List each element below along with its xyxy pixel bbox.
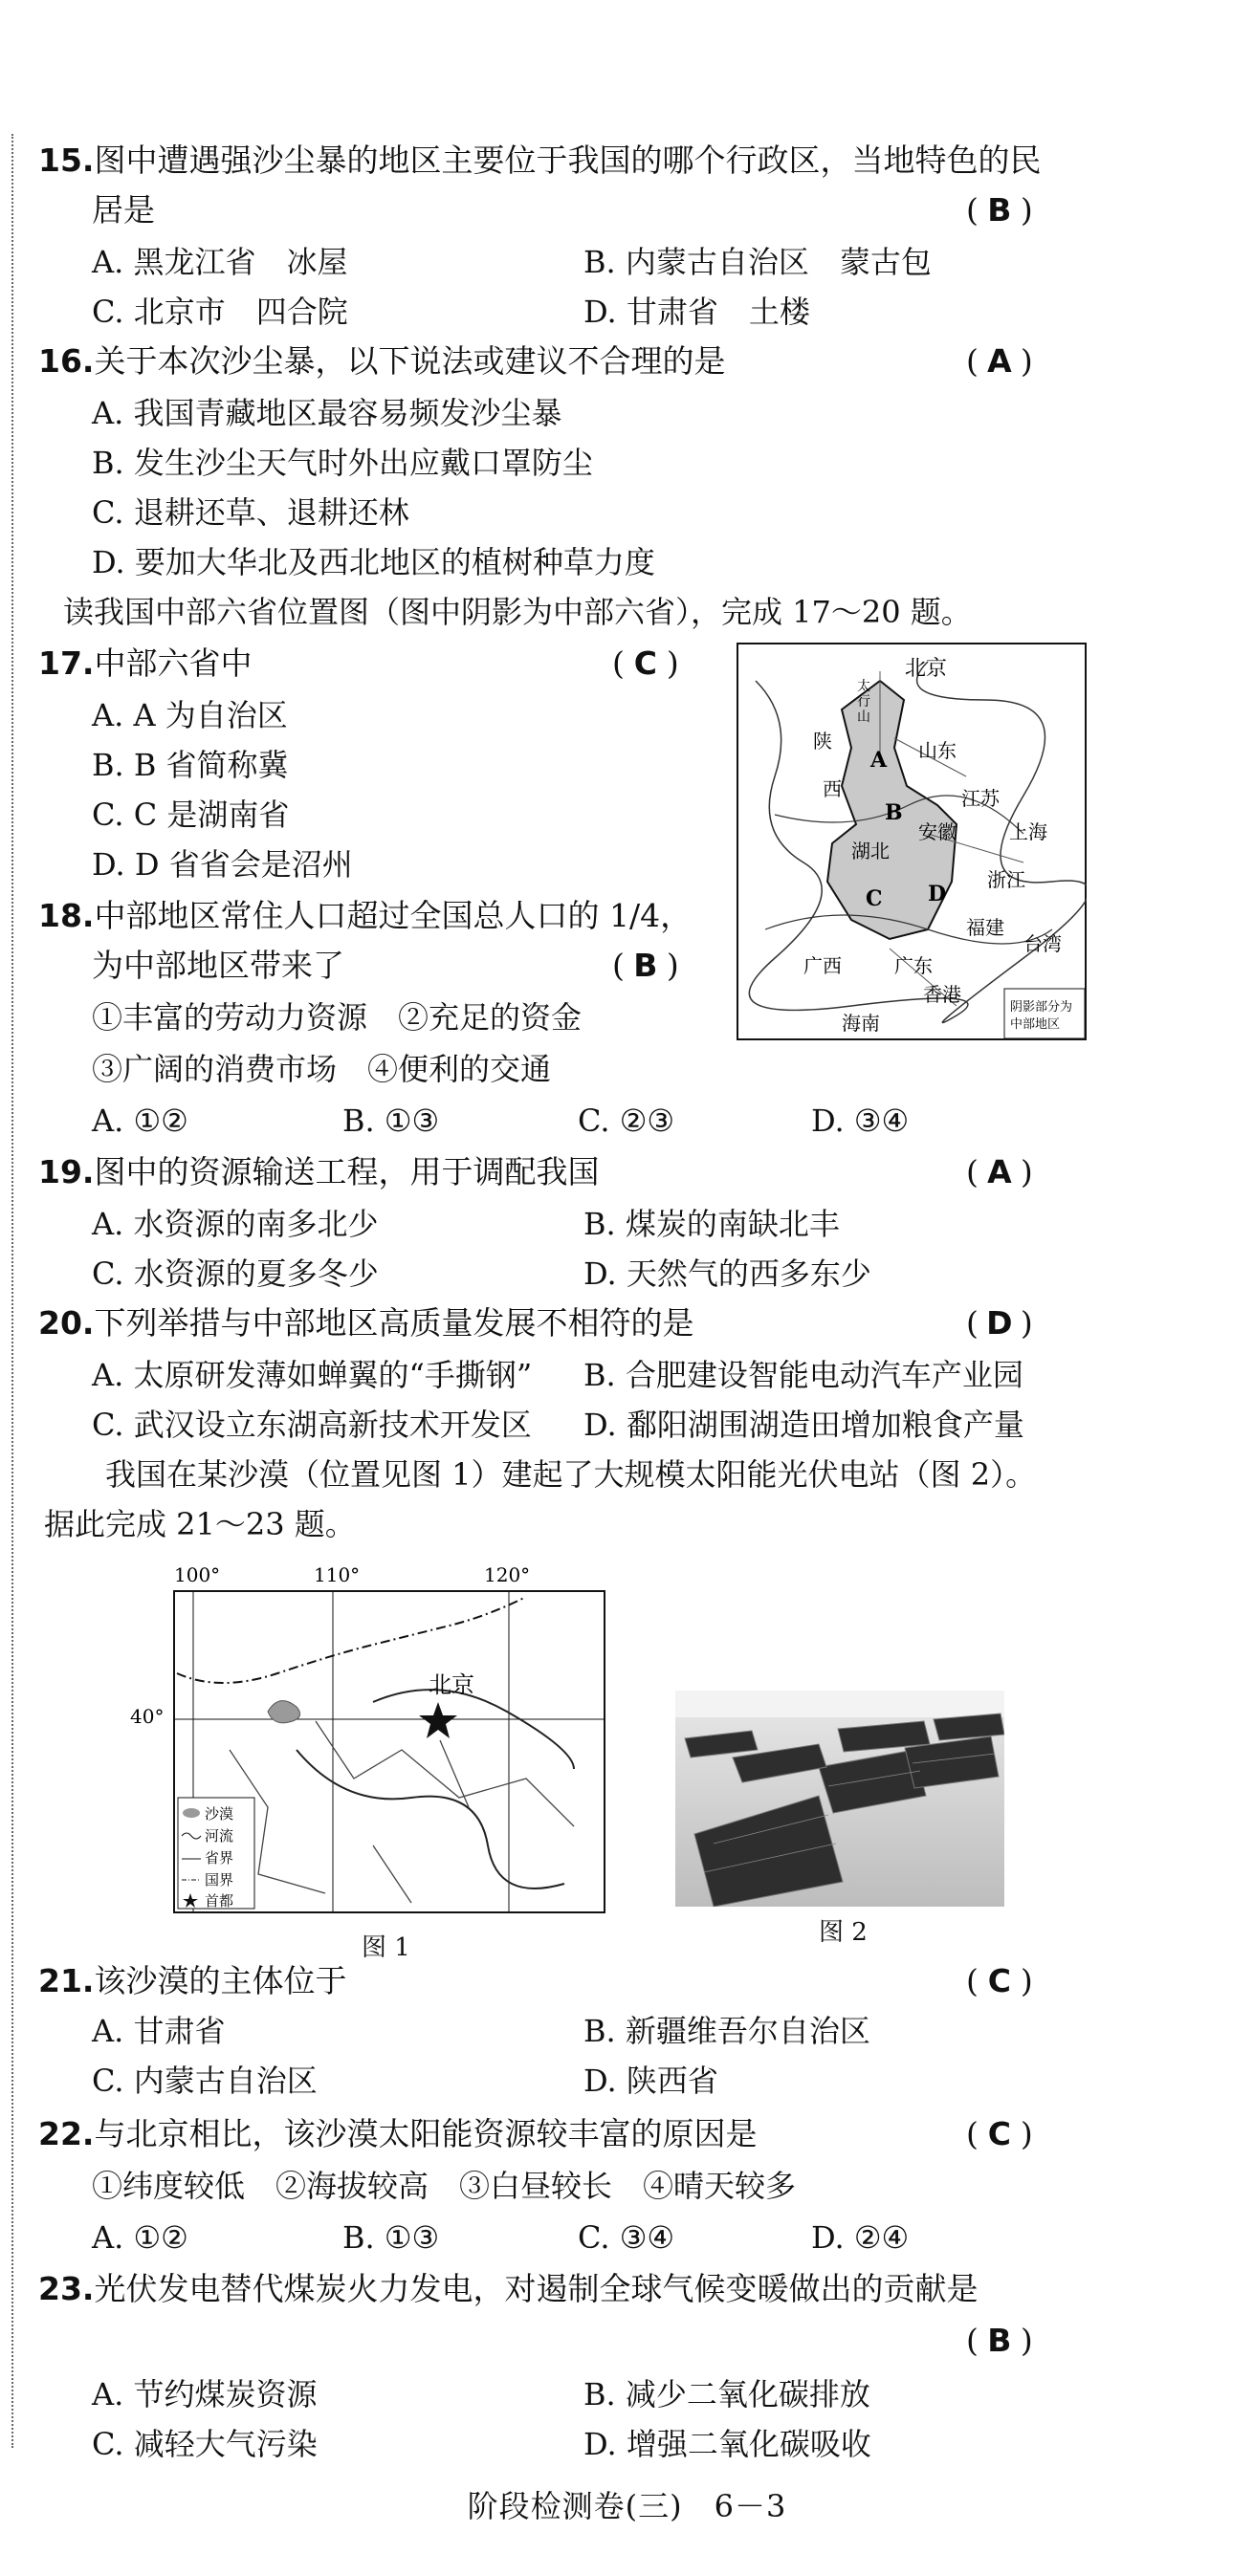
answer-18: ( B )	[612, 947, 679, 984]
map-label-hubei: 湖北	[851, 840, 890, 862]
q21-option-c: C. 内蒙古自治区	[92, 2063, 318, 2099]
q19-option-a: A. 水资源的南多北少	[92, 1206, 379, 1242]
central-china-map-svg	[737, 643, 1087, 1040]
question-16-text: 关于本次沙尘暴，以下说法或建议不合理的是	[94, 342, 726, 380]
q18-option-c: C. ②③	[578, 1102, 675, 1139]
answer-23: ( B )	[966, 2322, 1033, 2359]
question-15-text-cont: 居是	[92, 191, 155, 229]
question-21-text: 该沙漠的主体位于	[94, 1962, 347, 1999]
intro-21-23-line2: 据此完成 21～23 题。	[44, 1506, 356, 1542]
q19-option-c: C. 水资源的夏多冬少	[92, 1255, 379, 1292]
q16-option-c: C. 退耕还草、退耕还林	[92, 494, 409, 531]
q20-option-a: A. 太原研发薄如蝉翼的“手撕钢”	[92, 1357, 533, 1393]
q19-option-b: B. 煤炭的南缺北丰	[583, 1206, 840, 1242]
q23-option-b: B. 减少二氧化碳排放	[583, 2376, 870, 2412]
q17-option-c: C. C 是湖南省	[92, 797, 290, 833]
map-label-tai: 太	[857, 679, 870, 694]
q20-option-d: D. 鄱阳湖围湖造田增加粮食产量	[583, 1407, 1024, 1443]
q22-option-b: B. ①③	[342, 2219, 440, 2256]
question-23-text: 光伏发电替代煤炭火力发电，对遏制全球气候变暖做出的贡献是	[94, 2270, 979, 2307]
legend-river: 河流	[205, 1827, 234, 1845]
map-label-hongkong: 香港	[923, 983, 961, 1006]
map-label-shan: 山	[857, 709, 870, 725]
q15-option-a: A. 黑龙江省 冰屋	[92, 244, 348, 280]
answer-21: ( C )	[966, 1962, 1033, 1999]
map-label-zhejiang: 浙江	[987, 868, 1025, 891]
figure-2-solar-photo	[675, 1691, 1004, 1907]
q16-option-a: A. 我国青藏地区最容易频发沙尘暴	[92, 395, 562, 431]
q21-option-b: B. 新疆维吾尔自治区	[583, 2013, 870, 2049]
q22-option-a: A. ①②	[92, 2219, 188, 2256]
q20-option-b: B. 合肥建设智能电动汽车产业园	[583, 1357, 1023, 1393]
question-20: 20.下列举措与中部地区高质量发展不相符的是	[38, 1304, 694, 1342]
figure-1-caption: 图 1	[362, 1933, 410, 1962]
map-label-hang: 行	[857, 694, 870, 709]
legend-capital: 首都	[205, 1892, 234, 1910]
question-15-text: 图中遭遇强沙尘暴的地区主要位于我国的哪个行政区，当地特色的民	[94, 142, 1042, 179]
q20-option-c: C. 武汉设立东湖高新技术开发区	[92, 1407, 532, 1443]
q16-option-b: B. 发生沙尘天气时外出应戴口罩防尘	[92, 445, 593, 481]
intro-21-23-line1: 我国在某沙漠（位置见图 1）建起了大规模太阳能光伏电站（图 2）。	[105, 1456, 1037, 1493]
q19-option-d: D. 天然气的西多东少	[583, 1255, 871, 1292]
q17-option-a: A. A 为自治区	[92, 697, 288, 733]
lon-100: 100°	[174, 1563, 221, 1586]
map-label-beijing: 北京	[905, 657, 948, 681]
q15-option-b: B. 内蒙古自治区 蒙古包	[583, 244, 932, 280]
answer-17: ( C )	[612, 644, 679, 682]
map-label-shandong: 山东	[918, 739, 957, 762]
lon-120: 120°	[484, 1563, 531, 1586]
legend-national-border: 国界	[205, 1871, 234, 1888]
lon-110: 110°	[314, 1563, 361, 1586]
binding-cut-line	[11, 134, 13, 2448]
question-17-text: 中部六省中	[94, 644, 253, 682]
central-china-map	[737, 643, 1087, 1040]
q18-items-1: ①丰富的劳动力资源 ②充足的资金	[92, 999, 583, 1036]
map-label-taiwan: 台湾	[1023, 932, 1062, 955]
map-label-fujian: 福建	[966, 916, 1004, 939]
map-label-shaan: 陕	[813, 730, 832, 753]
q22-option-d: D. ②④	[811, 2219, 910, 2256]
question-23: 23.光伏发电替代煤炭火力发电，对遏制全球气候变暖做出的贡献是	[38, 2270, 979, 2307]
map-label-shanghai: 上海	[1009, 820, 1047, 843]
figure-1-map	[124, 1559, 622, 1922]
intro-17-20: 读我国中部六省位置图（图中阴影为中部六省），完成 17～20 题。	[63, 594, 972, 630]
map-label-guangdong: 广东	[894, 954, 933, 977]
map-label-c: C	[866, 886, 883, 911]
answer-20: ( D )	[966, 1304, 1033, 1342]
q21-option-a: A. 甘肃省	[92, 2013, 226, 2049]
q15-option-d: D. 甘肃省 土楼	[583, 294, 810, 330]
q18-option-b: B. ①③	[342, 1102, 440, 1139]
q18-items-2: ③广阔的消费市场 ④便利的交通	[92, 1051, 552, 1087]
answer-19: ( A )	[966, 1153, 1033, 1190]
map-label-jiangsu: 江苏	[961, 787, 1000, 810]
map-label-anhui: 安徽	[918, 820, 957, 843]
question-18-text: 中部地区常住人口超过全国总人口的 1/4，	[94, 897, 693, 934]
question-21: 21.该沙漠的主体位于	[38, 1962, 347, 1999]
q23-option-d: D. 增强二氧化碳吸收	[583, 2426, 871, 2462]
q22-items: ①纬度较低 ②海拔较高 ③白昼较长 ④晴天较多	[92, 2168, 797, 2204]
question-20-text: 下列举措与中部地区高质量发展不相符的是	[94, 1304, 694, 1342]
page-footer: 阶段检测卷(三) 6－3	[467, 2488, 787, 2524]
map-legend-line2: 中部地区	[1010, 1017, 1061, 1032]
map-label-d: D	[928, 882, 947, 906]
q18-option-a: A. ①②	[92, 1102, 188, 1139]
figure-2-caption: 图 2	[819, 1918, 868, 1947]
answer-15: ( B )	[966, 191, 1033, 229]
question-17: 17.中部六省中	[38, 644, 253, 682]
lat-40: 40°	[130, 1705, 165, 1728]
answer-16: ( A )	[966, 342, 1033, 380]
q23-option-a: A. 节约煤炭资源	[92, 2376, 318, 2412]
map-label-xi: 西	[823, 777, 842, 800]
question-18-text-cont: 为中部地区带来了	[92, 947, 344, 984]
question-15: 15.图中遭遇强沙尘暴的地区主要位于我国的哪个行政区，当地特色的民	[38, 142, 1042, 179]
city-beijing: 北京	[429, 1671, 474, 1698]
q17-option-b: B. B 省简称冀	[92, 747, 289, 783]
legend-province-border: 省界	[205, 1849, 234, 1867]
question-22: 22.与北京相比，该沙漠太阳能资源较丰富的原因是	[38, 2115, 758, 2152]
map-label-hainan: 海南	[842, 1012, 880, 1035]
map-label-guangxi: 广西	[803, 954, 842, 977]
q16-option-d: D. 要加大华北及西北地区的植树种草力度	[92, 544, 655, 580]
question-16: 16.关于本次沙尘暴，以下说法或建议不合理的是	[38, 342, 726, 380]
q17-option-d: D. D 省省会是沼州	[92, 846, 353, 883]
q18-option-d: D. ③④	[811, 1102, 910, 1139]
question-18: 18.中部地区常住人口超过全国总人口的 1/4，	[38, 897, 693, 934]
question-19-text: 图中的资源输送工程，用于调配我国	[94, 1153, 600, 1190]
q22-option-c: C. ③④	[578, 2219, 675, 2256]
legend-desert: 沙漠	[205, 1805, 234, 1823]
question-19: 19.图中的资源输送工程，用于调配我国	[38, 1153, 600, 1190]
map-legend-line1: 阴影部分为	[1010, 1000, 1073, 1015]
question-22-text: 与北京相比，该沙漠太阳能资源较丰富的原因是	[94, 2115, 758, 2152]
answer-22: ( C )	[966, 2115, 1033, 2152]
q23-option-c: C. 减轻大气污染	[92, 2426, 318, 2462]
map-label-a: A	[870, 748, 888, 773]
q15-option-c: C. 北京市 四合院	[92, 294, 348, 330]
map-label-b: B	[885, 800, 903, 825]
q21-option-d: D. 陕西省	[583, 2063, 718, 2099]
